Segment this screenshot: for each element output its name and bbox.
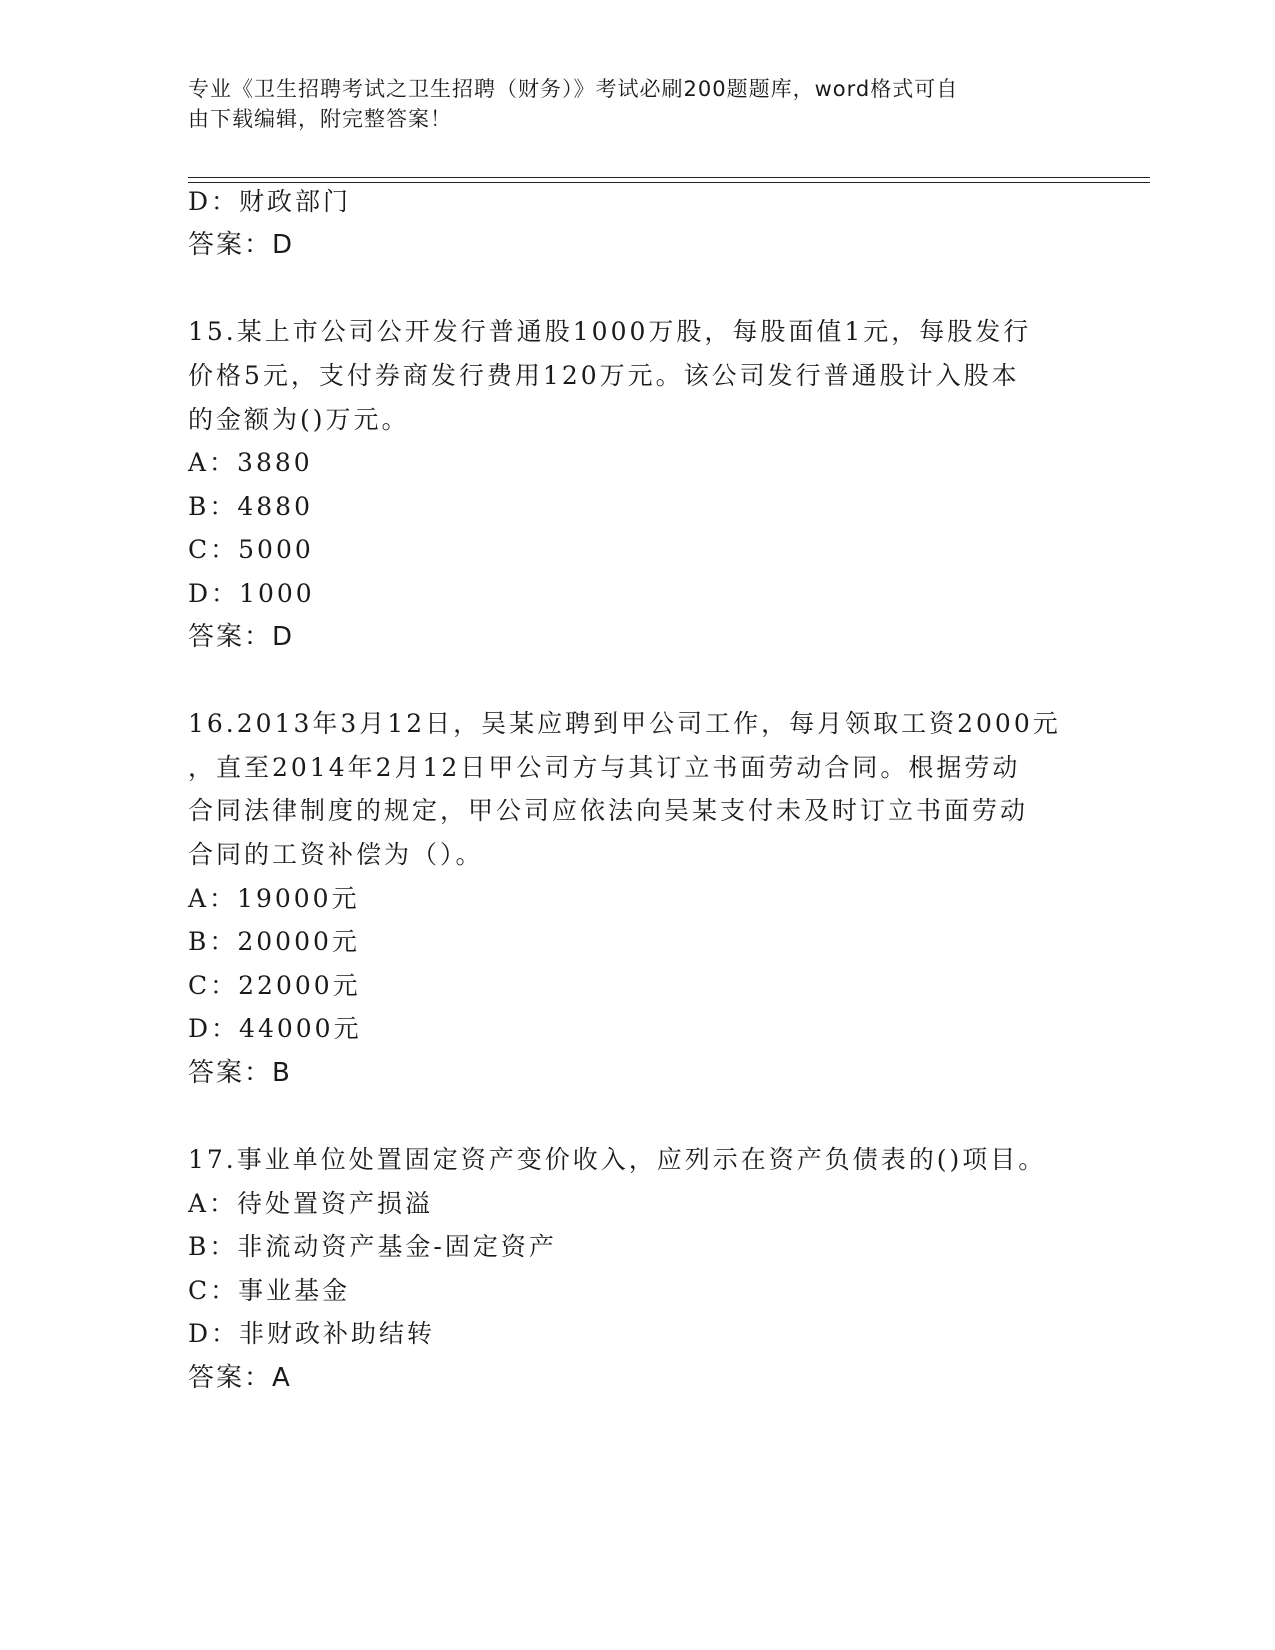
header-rule-top [188, 177, 1150, 178]
q17-option-b: B：非流动资产基金-固定资产 [188, 1232, 557, 1261]
q15-option-a: A：3880 [188, 448, 313, 477]
prev-option-d: D：财政部门 [188, 187, 352, 216]
q15-option-c: C：5000 [188, 535, 314, 564]
q15-text-line-3: 的金额为()万元。 [188, 405, 410, 434]
q16-text-line-1: 16.2013年3月12日，吴某应聘到甲公司工作，每月领取工资2000元 [188, 709, 1061, 738]
q16-option-d: D：44000元 [188, 1014, 362, 1043]
q16-option-a: A：19000元 [188, 884, 360, 913]
prev-answer: 答案：D [188, 230, 295, 260]
header-line-2: 由下载编辑，附完整答案！ [188, 107, 452, 131]
header-rule-bottom [188, 182, 1150, 183]
q17-answer: 答案：A [188, 1363, 292, 1393]
q17-text-line-1: 17.事业单位处置固定资产变价收入，应列示在资产负债表的()项目。 [188, 1145, 1047, 1174]
q15-option-b: B：4880 [188, 492, 313, 521]
q16-answer: 答案：B [188, 1058, 292, 1088]
q17-option-c: C：事业基金 [188, 1276, 351, 1305]
q16-option-b: B：20000元 [188, 927, 360, 956]
q16-text-line-4: 合同的工资补偿为（）。 [188, 840, 484, 869]
q15-text-line-2: 价格5元，支付券商发行费用120万元。该公司发行普通股计入股本 [188, 361, 1020, 390]
q16-option-c: C：22000元 [188, 971, 361, 1000]
q17-option-d: D：非财政补助结转 [188, 1319, 436, 1348]
q15-text-line-1: 15.某上市公司公开发行普通股1000万股，每股面值1元，每股发行 [188, 317, 1032, 346]
q16-text-line-3: 合同法律制度的规定，甲公司应依法向吴某支付未及时订立书面劳动 [188, 796, 1029, 825]
document-header [188, 74, 1088, 134]
q15-answer: 答案：D [188, 622, 295, 652]
q17-option-a: A：待处置资产损溢 [188, 1189, 434, 1218]
q16-text-line-2: ，直至2014年2月12日甲公司方与其订立书面劳动合同。根据劳动 [188, 753, 1021, 782]
q15-option-d: D：1000 [188, 579, 315, 608]
header-line-1: 专业《卫生招聘考试之卫生招聘（财务）》考试必刷200题题库，word格式可自 [188, 77, 959, 101]
